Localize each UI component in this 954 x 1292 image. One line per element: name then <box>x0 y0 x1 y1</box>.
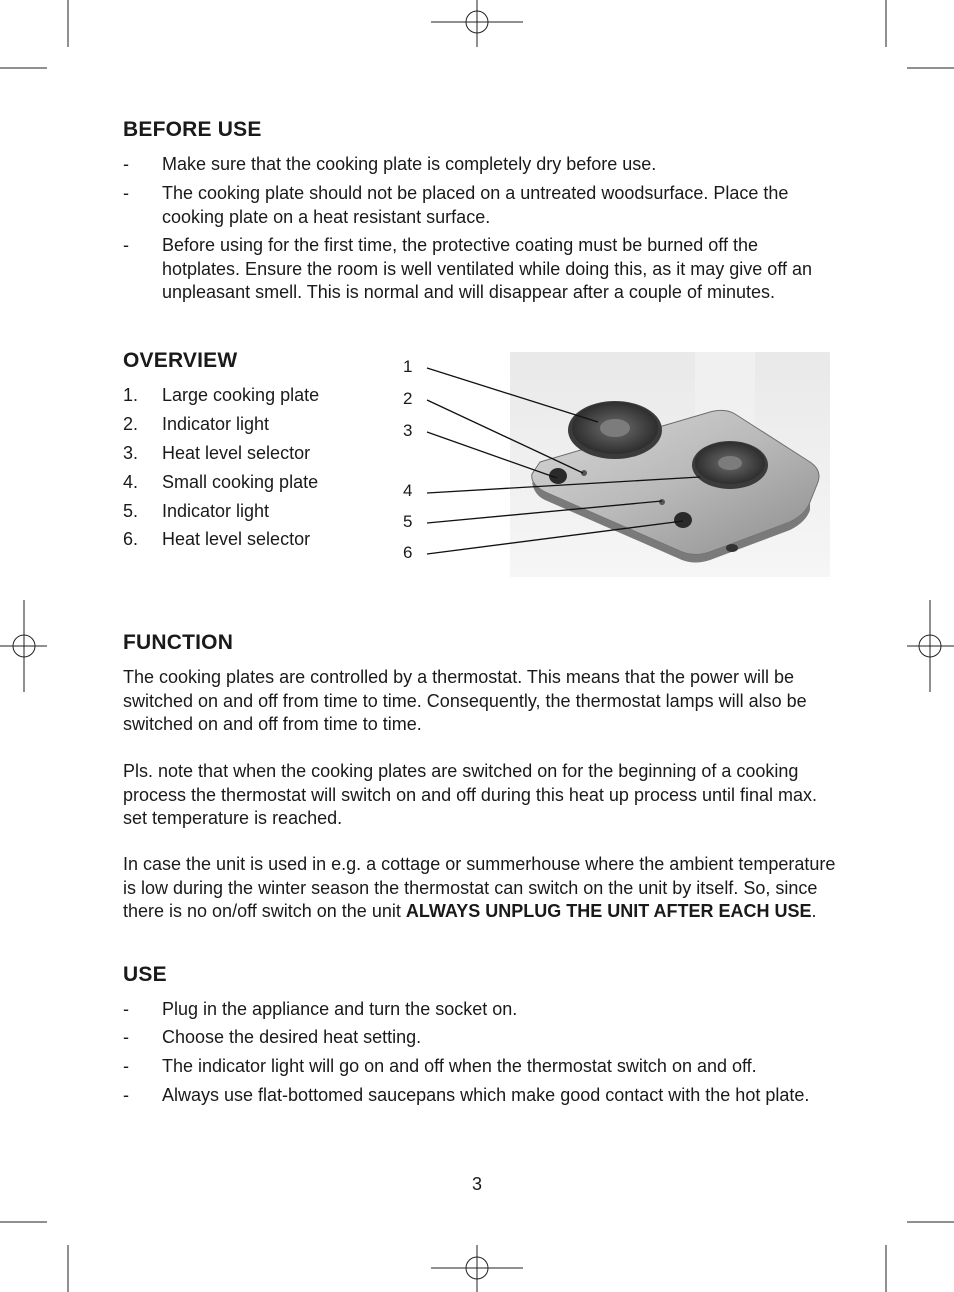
registration-mark-bottom <box>431 1245 523 1292</box>
callout-number: 2 <box>403 389 413 408</box>
bullet-dash: - <box>123 1027 129 1047</box>
use-heading: USE <box>123 963 167 986</box>
paragraph-end: . <box>811 901 817 921</box>
list-item-text: Plug in the appliance and turn the socket on. <box>162 999 518 1019</box>
list-item-text: Always use flat-bottomed saucepans which make good contact with the hot plate. <box>162 1085 810 1105</box>
item-label: Small cooking plate <box>162 472 319 492</box>
page-number: 3 <box>471 1174 482 1194</box>
callout-number: 5 <box>403 512 413 531</box>
item-label: Heat level selector <box>162 443 311 463</box>
item-number: 6. <box>123 529 139 549</box>
paragraph-text: In case the unit is used in e.g. a cottage or summerhouse where the ambient temperature is low during the winter season the thermostat can switch on the unit by itself. So, since there is no on/off switch on the unit <box>123 854 836 921</box>
list-item-text: Choose the desired heat setting. <box>162 1027 422 1047</box>
item-number: 3. <box>123 443 139 463</box>
registration-mark-left <box>0 600 47 692</box>
registration-mark-top <box>431 0 523 47</box>
callout-number: 6 <box>403 543 413 562</box>
item-label: Indicator light <box>162 501 270 521</box>
bullet-dash: - <box>123 999 129 1019</box>
function-heading: FUNCTION <box>123 631 234 654</box>
bullet-dash: - <box>123 1085 129 1105</box>
list-item-text: The indicator light will go on and off when the thermostat switch on and off. <box>162 1056 757 1076</box>
bullet-dash: - <box>123 235 129 255</box>
bullet-dash: - <box>123 1056 129 1076</box>
list-item-text: Before using for the first time, the protective coating must be burned off the hotplates. Ensure the room is well ventilated while doing this, as it may give off an unpleasant smell. This is normal and will disappear after a couple of minutes. <box>162 235 813 302</box>
item-number: 5. <box>123 501 139 521</box>
function-paragraph <box>123 853 839 924</box>
before-use-heading: BEFORE USE <box>123 118 262 141</box>
callout-number: 3 <box>403 421 413 440</box>
bullet-dash: - <box>123 183 129 203</box>
item-number: 4. <box>123 472 139 492</box>
list-item-text: Make sure that the cooking plate is completely dry before use. <box>162 154 657 174</box>
overview-heading: OVERVIEW <box>123 349 238 372</box>
item-label: Large cooking plate <box>162 385 320 405</box>
function-paragraph: The cooking plates are controlled by a thermostat. This means that the power will be switched on and off from time to time. Consequently, the thermostat lamps will also be switched on and off from time to time. <box>123 667 807 734</box>
registration-mark-right <box>907 600 954 692</box>
bullet-dash: - <box>123 154 129 174</box>
item-number: 1. <box>123 385 139 405</box>
item-label: Heat level selector <box>162 529 311 549</box>
callout-number: 4 <box>403 481 413 500</box>
function-paragraph: Pls. note that when the cooking plates are switched on for the beginning of a cooking process the thermostat will switch on and off during this heat up process until final max. set temperature is reached. <box>123 761 818 828</box>
item-number: 2. <box>123 414 139 434</box>
callout-number: 1 <box>403 357 413 376</box>
list-item-text: The cooking plate should not be placed on a untreated woodsurface. Place the cooking plate on a heat resistant surface. <box>162 183 789 227</box>
item-label: Indicator light <box>162 414 270 434</box>
hotplate-illustration <box>510 352 830 577</box>
warning-text: ALWAYS UNPLUG THE UNIT AFTER EACH USE <box>405 901 812 921</box>
